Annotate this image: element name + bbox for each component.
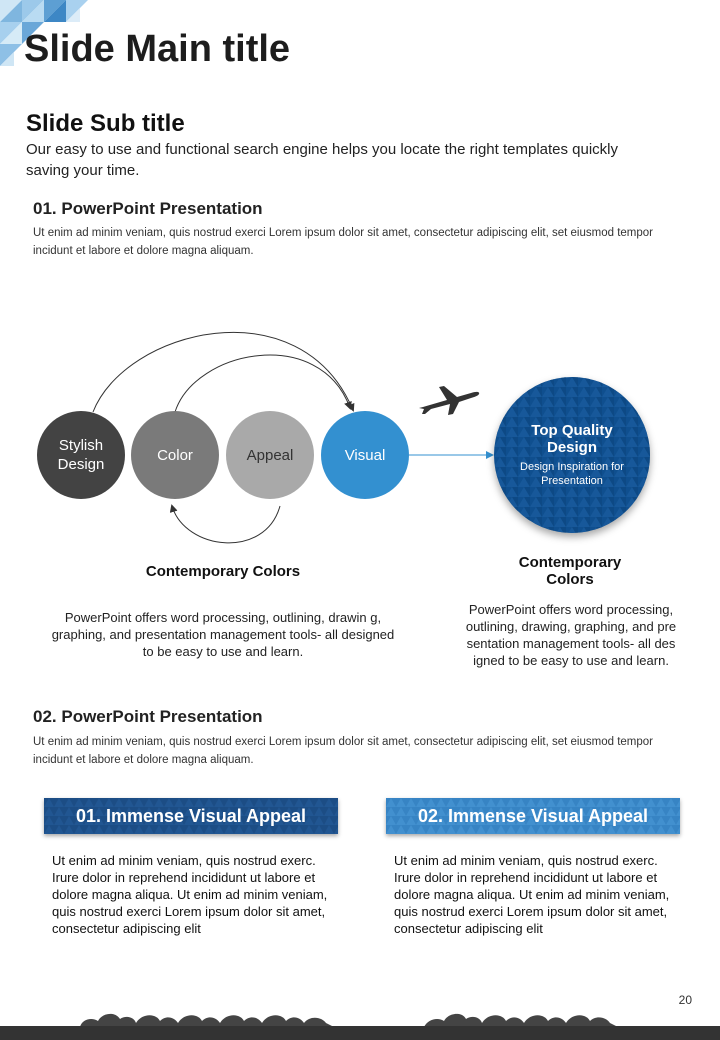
circle-color: Color (131, 411, 219, 499)
page-subtitle: Slide Sub title (26, 110, 185, 137)
card1-label: 01. Immense Visual Appeal (75, 805, 307, 826)
footer-bar (0, 1026, 720, 1040)
card2-text: Ut enim ad minim veniam, quis nostrud exerc. Irure dolor in reprehend incididunt ut labore et dolore magna aliqua. Ut enim ad minim veniam, quis nostrud exerci Lorem ipsum dolor sit amet, consectetur adipiscing elit (394, 853, 670, 936)
section1-heading: 01. PowerPoint Presentation (33, 199, 263, 218)
outer-arc (93, 332, 353, 412)
circle-stylish-design: Stylish Design (37, 411, 125, 499)
card1-banner (44, 798, 338, 834)
page-description: Our easy to use and functional search engine helps you locate the right templates quickly saving your time. (26, 141, 619, 179)
circle-appeal: Appeal (226, 411, 314, 499)
left-caption-text: PowerPoint offers word processing, outlining, drawin g, graphing, and presentation management tools- all designed to be easy to use and learn. (51, 610, 395, 659)
footer-clouds (0, 1005, 720, 1027)
card1-text: Ut enim ad minim veniam, quis nostrud exerc. Irure dolor in reprehend incididunt ut labore et dolore magna aliqua. Ut enim ad minim veniam, quis nostrud exerci Lorem ipsum dolor sit amet, consectetur adipiscing elit (52, 853, 328, 936)
section1-text: Ut enim ad minim veniam, quis nostrud exerci Lorem ipsum dolor sit amet, consectetur adipiscing elit, set eiusmod tempor incidunt et labore et dolore magna aliquam. (33, 227, 653, 257)
section2-heading: 02. PowerPoint Presentation (33, 707, 263, 726)
left-caption-title: Contemporary Colors (145, 563, 301, 580)
card2-banner (386, 798, 680, 834)
big-circle-title: Top Quality Design (531, 422, 613, 456)
big-circle (494, 377, 650, 533)
page-title: Slide Main title (24, 28, 291, 70)
airplane-icon (417, 384, 481, 416)
section2-text: Ut enim ad minim veniam, quis nostrud exerci Lorem ipsum dolor sit amet, consectetur adipiscing elit, set eiusmod tempor incidunt et labore et dolore magna aliquam. (33, 736, 653, 766)
inner-arc (175, 355, 350, 412)
circle-visual: Visual (321, 411, 409, 499)
page-number: 20 (678, 993, 692, 1007)
right-caption-title: Contemporary Colors (518, 554, 622, 588)
right-caption-text: PowerPoint offers word processing, outlining, drawing, graphing, and pre sentation management tools- all des igned to be easy to use and learn. (465, 602, 677, 668)
big-circle-subtitle: Design Inspiration for Presentation (520, 461, 624, 487)
card2-label: 02. Immense Visual Appeal (417, 805, 649, 826)
bottom-arc (172, 506, 280, 543)
